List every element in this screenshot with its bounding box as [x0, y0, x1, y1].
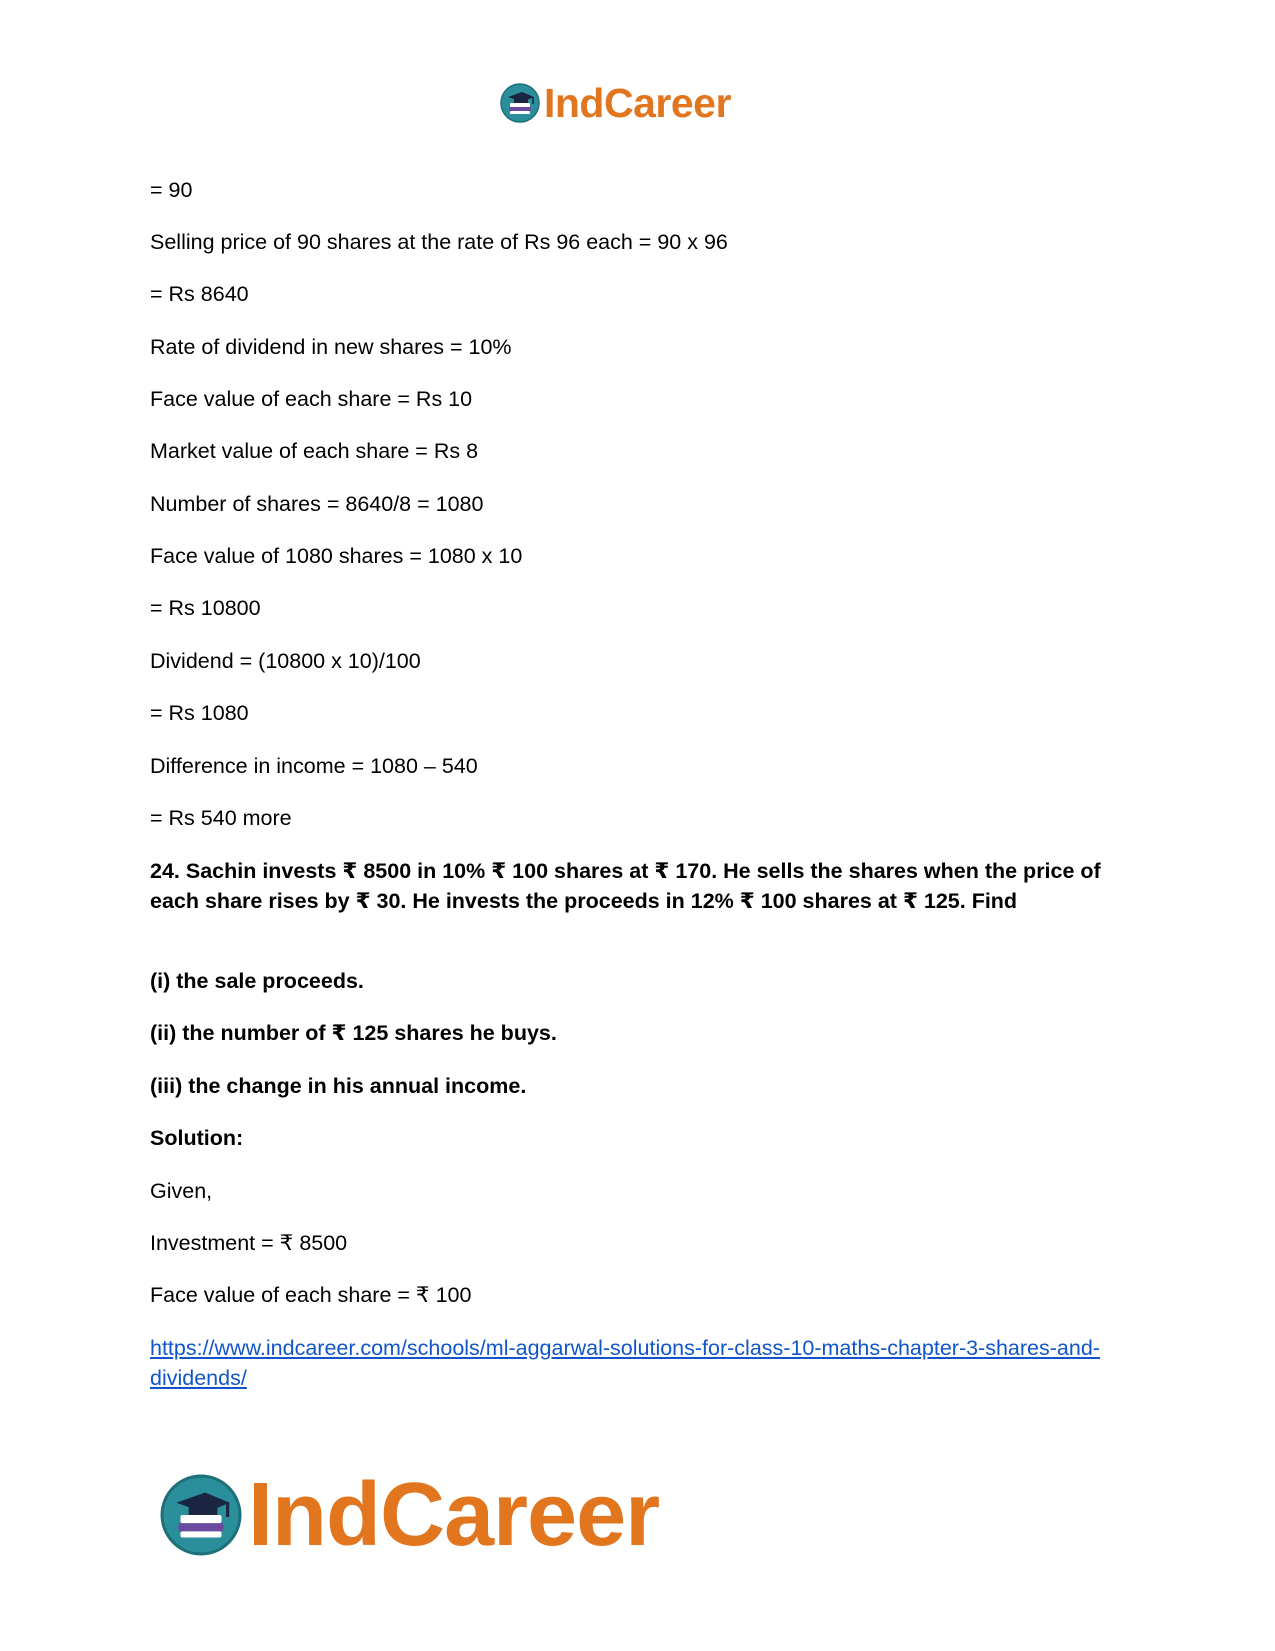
solution-line: Investment = ₹ 8500 [150, 1231, 348, 1255]
question-text: 24. Sachin invests ₹ 8500 in 10% ₹ 100 shares at ₹ 170. He sells the shares when the price of each share rises by ₹ 30. He invests the proceeds in 12% ₹ 100 shares at ₹ 125. Find [150, 859, 1101, 913]
graduation-book-icon [160, 1474, 242, 1556]
source-link[interactable]: https://www.indcareer.com/schools/ml-aggarwal-solutions-for-class-10-maths-chapter-3-shares-and-dividends/ [150, 1336, 1100, 1390]
text-line: Face value of 1080 shares = 1080 x 10 [150, 544, 523, 568]
text-line: = 90 [150, 178, 193, 202]
header-logo [500, 79, 731, 127]
text-line: = Rs 8640 [150, 282, 249, 306]
logo-wordmark: IndCareer [248, 1465, 660, 1565]
text-line: Difference in income = 1080 – 540 [150, 754, 478, 778]
logo-wordmark: IndCareer [544, 79, 731, 126]
text-line: Face value of each share = Rs 10 [150, 387, 473, 411]
question-part: (i) the sale proceeds. [150, 969, 364, 993]
text-line: = Rs 1080 [150, 701, 249, 725]
footer-logo [160, 1465, 659, 1565]
text-line: = Rs 10800 [150, 596, 261, 620]
text-line: = Rs 540 more [150, 806, 292, 830]
text-line: Selling price of 90 shares at the rate of Rs 96 each = 90 x 96 [150, 230, 728, 254]
solution-line: Face value of each share = ₹ 100 [150, 1283, 472, 1307]
graduation-book-icon [500, 83, 540, 123]
solution-heading: Solution: [150, 1126, 244, 1150]
text-line: Market value of each share = Rs 8 [150, 439, 479, 463]
text-line: Rate of dividend in new shares = 10% [150, 335, 512, 359]
question-part: (iii) the change in his annual income. [150, 1074, 527, 1098]
text-line: Dividend = (10800 x 10)/100 [150, 649, 421, 673]
solution-line: Given, [150, 1179, 213, 1203]
text-line: Number of shares = 8640/8 = 1080 [150, 492, 484, 516]
question-part: (ii) the number of ₹ 125 shares he buys. [150, 1021, 557, 1045]
